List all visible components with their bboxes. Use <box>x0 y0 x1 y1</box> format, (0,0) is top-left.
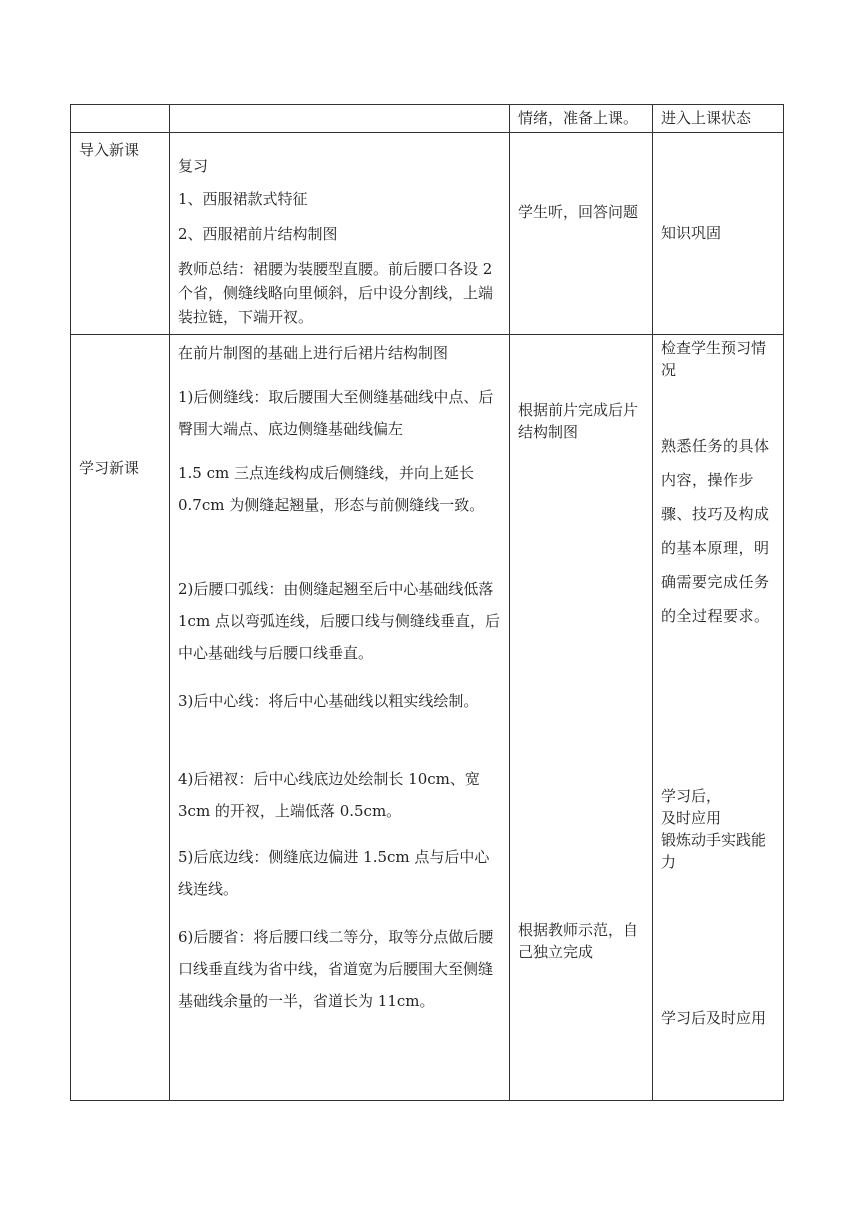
cell-purpose <box>653 133 784 335</box>
cell-text: 及时应用 <box>661 809 722 827</box>
cell-empty <box>170 105 510 133</box>
cell-text: 情绪，准备上课。 <box>518 109 639 127</box>
content-paragraph: 6)后腰省：将后腰口线二等分，取等分点做后腰口线垂直线为省中线，省道宽为后腰围大至侧缝基础线余量的一半，省道长为 11cm。 <box>178 928 494 1010</box>
stage-label: 学习新课 <box>79 459 140 477</box>
table-row <box>71 133 784 335</box>
cell-stage <box>71 133 170 335</box>
content-paragraph: 1.5 cm 三点连线构成后侧缝线，并向上延长 0.7cm 为侧缝起翘量，形态与前侧缝线一致。 <box>178 464 485 514</box>
content-paragraph: 5)后底边线：侧缝底边偏进 1.5cm 点与后中心线连线。 <box>178 848 490 898</box>
cell-stage <box>71 335 170 1101</box>
cell-content <box>170 335 510 1101</box>
cell-text: 进入上课状态 <box>661 109 752 127</box>
cell-text: 学习后及时应用 <box>661 1009 767 1027</box>
cell-purpose <box>653 105 784 133</box>
cell-text: 熟悉任务的具体内容，操作步骤、技巧及构成的基本原理，明确需要完成任务的全过程要求。 <box>661 437 770 625</box>
content-paragraph: 2)后腰口弧线：由侧缝起翘至后中心基础线低落 1cm 点以弯弧连线，后腰口线与侧缝线垂直，后中心基础线与后腰口线垂直。 <box>178 580 500 662</box>
cell-text: 知识巩固 <box>661 224 722 242</box>
table-row <box>71 105 784 133</box>
cell-text: 学生听，回答问题 <box>518 203 639 221</box>
cell-student-activity <box>510 133 653 335</box>
cell-text: 根据教师示范，自己独立完成 <box>518 921 639 961</box>
cell-empty <box>71 105 170 133</box>
cell-purpose <box>653 335 784 1101</box>
cell-text: 锻炼动手实践能力 <box>661 831 767 871</box>
content-line: 1、西服裙款式特征 <box>178 190 308 208</box>
stage-label: 导入新课 <box>79 141 140 159</box>
cell-text: 检查学生预习情况 <box>661 339 767 379</box>
content-paragraph: 3)后中心线：将后中心基础线以粗实线绘制。 <box>178 692 479 710</box>
lesson-plan-table <box>70 104 784 1101</box>
content-line: 复习 <box>178 157 209 175</box>
cell-content <box>170 133 510 335</box>
table-row <box>71 335 784 1101</box>
cell-student-activity <box>510 105 653 133</box>
content-line: 2、西服裙前片结构制图 <box>178 225 338 243</box>
content-paragraph: 4)后裙衩：后中心线底边处绘制长 10cm、宽 3cm 的开衩，上端低落 0.5cm。 <box>178 770 480 820</box>
cell-text: 学习后， <box>661 787 722 805</box>
content-paragraph: 1)后侧缝线：取后腰围大至侧缝基础线中点、后臀围大端点、底边侧缝基础线偏左 <box>178 388 494 438</box>
content-line: 在前片制图的基础上进行后裙片结构制图 <box>178 344 449 362</box>
cell-text: 根据前片完成后片结构制图 <box>518 401 639 441</box>
cell-student-activity <box>510 335 653 1101</box>
content-paragraph: 教师总结：裙腰为装腰型直腰。前后腰口各设 2 个省，侧缝线略向里倾斜，后中设分割线，上端装拉链，下端开衩。 <box>178 260 494 326</box>
